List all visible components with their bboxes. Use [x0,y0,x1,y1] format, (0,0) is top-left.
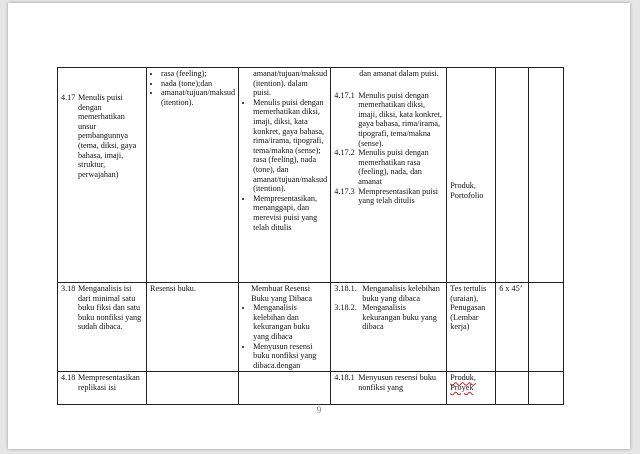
kegiatan-cell [239,283,331,372]
kegiatan-cell [239,372,331,405]
kd-cell [58,68,147,283]
penilaian-text: Produk, Proyek [450,373,476,392]
table-row [58,68,564,283]
kegiatan-item: • Mempresentasikan, menanggapi, dan merevisi puisi yang telah ditulis [253,194,327,232]
waktu-cell [496,283,529,372]
kegiatan-cell [239,68,331,283]
waktu-cell [496,372,529,405]
document-page [8,3,630,449]
indikator-intro: dan amanat dalam puisi. [359,69,439,78]
indikator-item: 4.18.1 Menyusun resensi buku nonfiksi yang [334,373,437,392]
materi-item: • amanat/tujuan/maksud (itention). [161,88,235,107]
table-row [58,283,564,372]
indikator-item: 3.18.1. Menganalisis kelebihan buku yang dibaca [334,284,440,303]
waktu-text: 6 x 45’ [499,284,523,293]
indikator-cell [331,283,447,372]
page-number: 9 [316,405,322,415]
kegiatan-intro: amanat/tujuan/maksud (itention). dalam puisi. [253,69,328,98]
sumber-cell [529,68,564,283]
kd-3-18: 3.18 Menganalisis isi dari minimal satu buku fiksi dan satu buku nonfiksi yang sudah dibaca. [61,284,142,332]
materi-cell [147,372,239,405]
materi-item: • nada (tone);dan [161,79,235,89]
sumber-cell [529,372,564,405]
indikator-item: 3.18.2. Menganalisis kekurangan buku yang dibaca [334,303,437,332]
kegiatan-item: • Menyusun resensi buku nonfiksi yang dibaca.dengan [253,342,327,371]
syllabus-table [57,67,564,405]
penilaian-text: Tes tertulis (uraian), Penugasan (Lembar kerja) [450,284,487,332]
indikator-item: 4.17.1 Menulis puisi dengan memerhatikan diksi, imaji, diksi, kata konkret, gaya bahasa, rima/irama, tipografi, tema/makna (sense). [334,90,442,148]
indikator-item: 4.17.3 Mempresentasikan puisi yang telah ditulis [334,186,439,206]
kegiatan-item: • Menganalisis kelebihan dan kekurangan buku yang dibaca [253,303,327,341]
penilaian-cell [447,283,496,372]
kd-cell [58,283,147,372]
indikator-item: 4.17.2 Menulis puisi dengan memerhatikan rasa (feeling), nada, dan amanat [334,148,429,186]
materi-cell [147,283,239,372]
penilaian-text: Produk, Portofolio [450,181,484,200]
materi-item: • rasa (feeling); [161,69,235,79]
kd-cell [58,372,147,405]
penilaian-cell [447,68,496,283]
waktu-cell [496,68,529,283]
kd-4-17: 4.17 Menulis puisi dengan memerhatikan unsur pembangunnya (tema, diksi, gaya bahasa, imaji, struktur, perwajahan) [61,93,137,179]
penilaian-cell [447,372,496,405]
kegiatan-title: Membuat Resensi Buku yang Dibaca [251,284,313,303]
kegiatan-item: • Menulis puisi dengan memerhatikan diksi, imaji, diksi, kata konkret, gaya bahasa, rima/irama, tipografi, tema/makna (sense); rasa (feeling), nada (tone), dan amanat/tujuan/maksud (itention). [253,98,327,194]
indikator-cell [331,372,447,405]
materi-cell [147,68,239,283]
table-row [58,372,564,405]
kd-4-18: 4.18 Mempresentasikan replikasi isi [61,373,140,392]
sumber-cell [529,283,564,372]
indikator-cell [331,68,447,283]
materi-text: Resensi buku. [150,284,196,293]
